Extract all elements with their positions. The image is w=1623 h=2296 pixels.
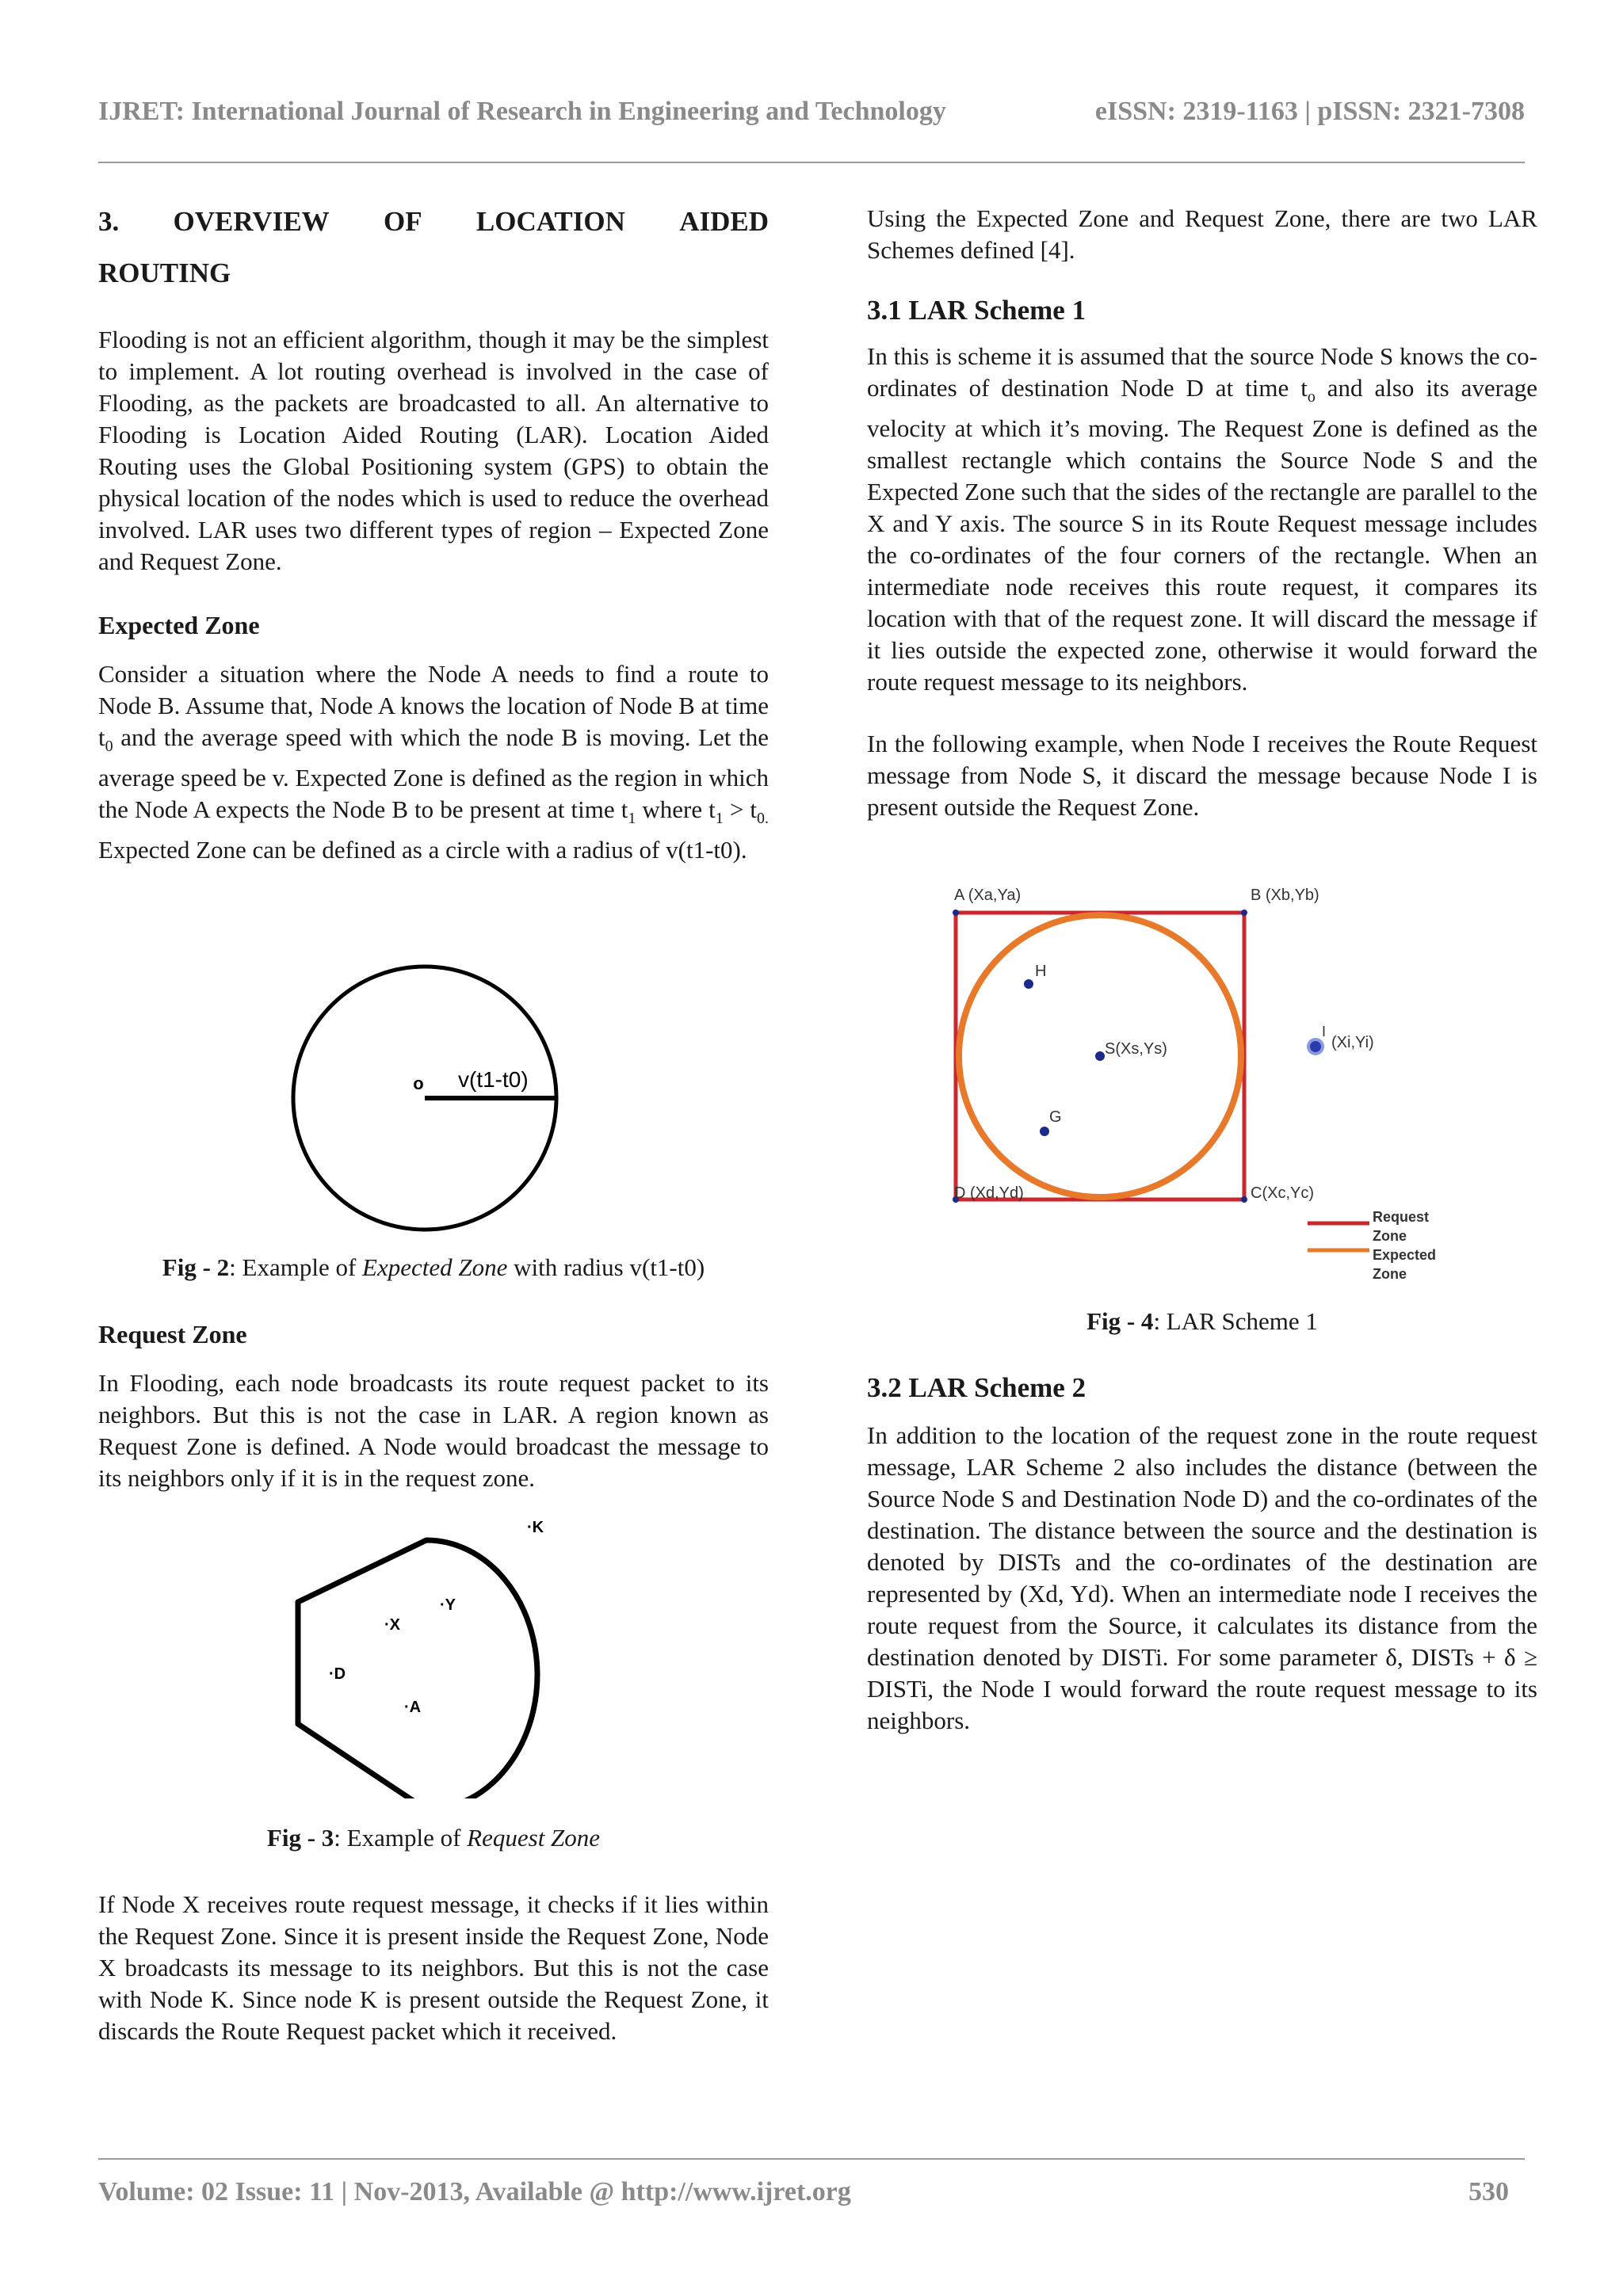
request-zone-paragraph: In Flooding, each node broadcasts its route request packet to its neighbors. But this is not the case in LAR. A region known as Request Zone is defined. A Node would broadcast the message to its neighbors only if it is in the request zone. xyxy=(98,1369,769,1492)
node-s-point xyxy=(1095,1051,1105,1061)
legend-request-label: Request xyxy=(1373,1209,1430,1225)
fig3-caption: Fig - 3: Example of Request Zone xyxy=(266,1824,601,1852)
node-i-point xyxy=(1308,1039,1323,1054)
node-g-label: G xyxy=(1049,1108,1062,1126)
footer-rule xyxy=(98,2158,1525,2160)
node-s-label: S(Xs,Ys) xyxy=(1105,1040,1167,1058)
node-x-paragraph: If Node X receives route request message, it checks if it lies within the Request Zone. Since it is present inside the Request Zone, Node X broadcasts its message to its neighbors. But this is not the case with Node K. Since node K is present outside the Request Zone, it discards the Route Request packet which it received. xyxy=(98,1890,769,2045)
fig2-expected-zone-diagram xyxy=(285,959,571,1244)
corner-c-label: C(Xc,Yc) xyxy=(1251,1184,1314,1202)
journal-title: IJRET: International Journal of Research in Engineering and Technology xyxy=(98,97,946,126)
node-g-point xyxy=(1040,1127,1049,1136)
right-column xyxy=(867,203,1537,823)
page-number: 530 xyxy=(1468,2177,1509,2206)
node-a-label: ·A xyxy=(404,1699,422,1716)
corner-d-label: D (Xd,Yd) xyxy=(954,1184,1024,1202)
node-i-coords: (Xi,Yi) xyxy=(1331,1034,1374,1051)
legend-request-label-2: Zone xyxy=(1373,1228,1407,1244)
node-x-label: ·X xyxy=(384,1616,401,1634)
page-footer xyxy=(98,2177,1525,2212)
section-heading xyxy=(98,203,769,241)
node-d-label: ·D xyxy=(329,1665,346,1683)
node-h-point xyxy=(1024,979,1033,989)
heading-word: OF xyxy=(383,206,422,237)
header-rule xyxy=(98,162,1525,163)
lar-schemes-intro: Using the Expected Zone and Request Zone, there are two LAR Schemes defined [4]. xyxy=(867,204,1537,264)
corner-b-label: B (Xb,Yb) xyxy=(1251,887,1319,904)
node-i-label: I xyxy=(1322,1024,1327,1039)
heading-word: LOCATION xyxy=(475,206,625,237)
lar-scheme-2-paragraph: In addition to the location of the request zone in the route request message, LAR Scheme 2 also includes the distance (between the Source Node S and Destination Node D) and the co-ordinates of the destination. The distance between the source and the destination is denoted by DISTs and the co-ordinates of the destination are represented by (Xd, Yd). When an intermediate node I receives the route request from the Source, it calculates its distance from the destination denoted by DISTi. For some parameter δ, DISTs + δ ≥ DISTi, the Node I would forward the route request message to its neighbors. xyxy=(867,1421,1537,1734)
left-column xyxy=(98,203,769,866)
legend-expected-label: Expected xyxy=(1373,1247,1437,1263)
fig4-lar-scheme-1-diagram xyxy=(943,879,1450,1291)
heading-word: 3. xyxy=(98,206,120,237)
issn-text: eISSN: 2319-1163 | pISSN: 2321-7308 xyxy=(1094,97,1525,126)
corner-c-point xyxy=(1241,1196,1247,1203)
radius-label: v(t1-t0) xyxy=(458,1067,529,1092)
heading-word: AIDED xyxy=(679,206,769,237)
heading-word: OVERVIEW xyxy=(173,206,330,237)
fig3-request-zone-diagram xyxy=(285,1505,571,1798)
fig4-caption: Fig - 4: LAR Scheme 1 xyxy=(1086,1307,1318,1335)
request-zone-section xyxy=(98,1318,769,1494)
intro-paragraph: Flooding is not an efficient algorithm, though it may be the simplest to implement. A lot routing overhead is involved in the case of Flooding, as the packets are broadcasted to all. An alternative to Flooding is Location Aided Routing (LAR). Location Aided Routing uses the Global Positioning system (GPS) to obtain the physical location of the nodes which is used to reduce the overhead involved. LAR uses two different types of region – Expected Zone and Request Zone. xyxy=(98,326,769,575)
node-k-label: ·K xyxy=(527,1519,544,1536)
node-y-label: ·Y xyxy=(440,1596,456,1614)
corner-a-point xyxy=(953,910,959,916)
corner-b-point xyxy=(1241,910,1247,916)
node-h-label: H xyxy=(1035,963,1047,980)
lar-scheme-2-section xyxy=(867,1371,1537,1737)
volume-info: Volume: 02 Issue: 11 | Nov-2013, Available @ http://www.ijret.org xyxy=(98,2177,851,2206)
request-zone-heading: Request Zone xyxy=(98,1320,247,1348)
lar-scheme-1-heading: 3.1 LAR Scheme 1 xyxy=(867,295,1086,326)
node-x-section xyxy=(98,1889,769,2047)
lar-scheme-1-paragraph: In this is scheme it is assumed that the source Node S knows the co-ordinates of destination Node D at time $t_o$ and also its average velocity at which it’s moving. The Request Zone is defined as the smallest rectangle which contains the Source Node S and the Expected Zone such that the sides of the rectangle are parallel to the X and Y axis. The source S in its Route Request message includes the co-ordinates of the four corners of the rectangle. When an intermediate node receives this route request, it compares its location with that of the request zone. It will discard the message if it lies outside the expected zone, otherwise it would forward the route request message to its neighbors. xyxy=(867,342,1537,696)
fig2-caption: Fig - 2: Example of Expected Zone with radius v(t1-t0) xyxy=(162,1253,705,1281)
corner-a-label: A (Xa,Ya) xyxy=(954,887,1022,904)
page-header xyxy=(98,97,1525,132)
section-heading-line2: ROUTING xyxy=(98,257,231,288)
expected-zone-paragraph: Consider a situation where the Node A needs to find a route to Node B. Assume that, Node A knows the location of Node B at time $t_0$ and the average speed with which the node B is moving. Let the average speed be v. Expected Zone is defined as the region in which the Node A expects the Node B to be present at time $t_1$ where $t_1 > t_{0.}$ Expected Zone can be defined as a circle with a radius of v(t1-t0). xyxy=(98,660,769,864)
legend-expected-label-2: Zone xyxy=(1373,1266,1407,1282)
center-label: o xyxy=(413,1074,424,1093)
lar-scheme-1-example: In the following example, when Node I receives the Route Request message from Node S, it discard the message because Node I is present outside the Request Zone. xyxy=(867,730,1537,822)
lar-scheme-2-heading: 3.2 LAR Scheme 2 xyxy=(867,1372,1086,1403)
expected-zone-heading: Expected Zone xyxy=(98,611,260,639)
